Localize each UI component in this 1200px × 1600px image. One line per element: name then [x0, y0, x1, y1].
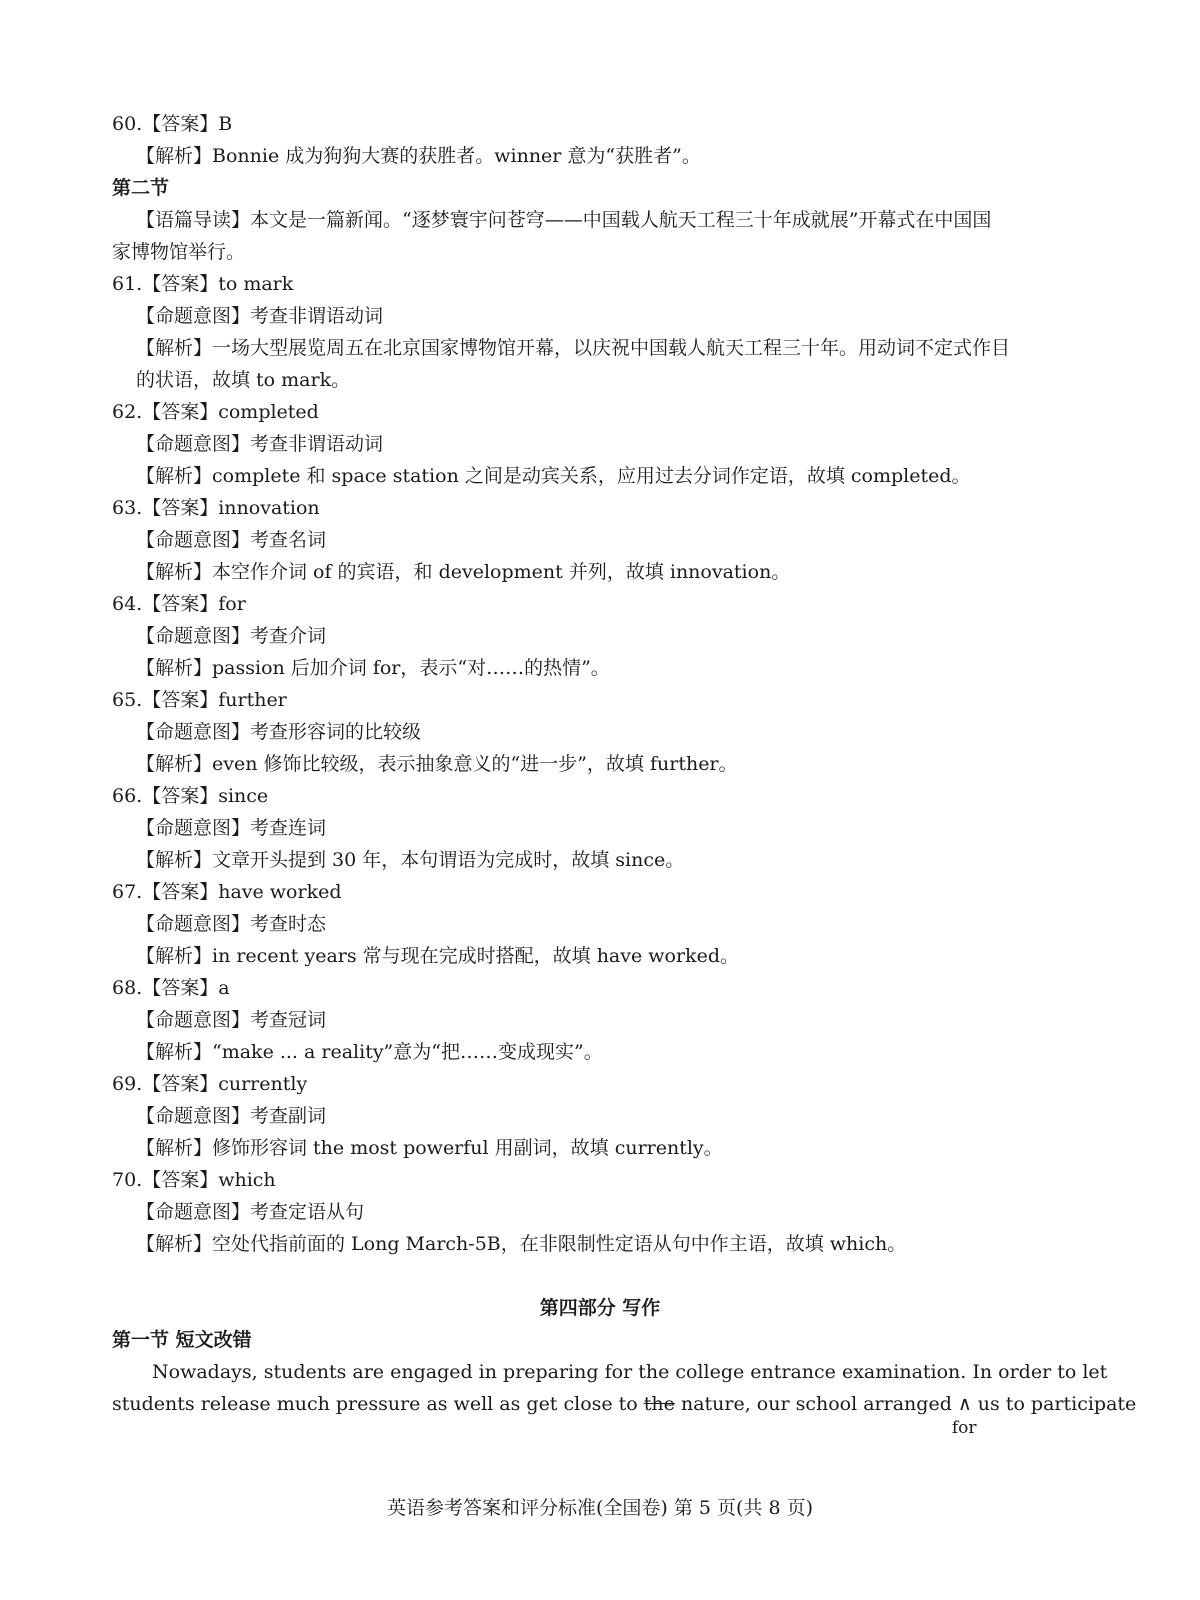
analysis-66: 【解析】文章开头提到 30 年，本句谓语为完成时，故填 since。	[136, 849, 685, 871]
analysis-65: 【解析】even 修饰比较级，表示抽象意义的“进一步”，故填 further。	[136, 753, 738, 775]
intent-65: 【命题意图】考查形容词的比较级	[136, 721, 422, 743]
answer-64: 64.【答案】for	[112, 593, 246, 615]
intent-67: 【命题意图】考查时态	[136, 913, 327, 935]
answer-68: 68.【答案】a	[112, 977, 230, 999]
passage-line-2	[112, 1392, 1137, 1438]
passage-guide: 【语篇导读】本文是一篇新闻。“逐梦寰宇问苍穹——中国载人航天工程三十年成就展”开幕式在中国国	[136, 209, 992, 231]
page-footer: 英语参考答案和评分标准(全国卷) 第 5 页(共 8 页)	[386, 1497, 814, 1519]
intent-64: 【命题意图】考查介词	[136, 625, 327, 647]
intent-68: 【命题意图】考查冠词	[136, 1009, 327, 1031]
intent-61: 【命题意图】考查非谓语动词	[136, 305, 384, 327]
caret-mark: ∧	[957, 1393, 972, 1415]
passage-text-b: nature, our school arranged	[674, 1393, 952, 1415]
passage-text-c: us to participate	[977, 1393, 1137, 1415]
intent-69: 【命题意图】考查副词	[136, 1105, 327, 1127]
intent-63: 【命题意图】考查名词	[136, 529, 327, 551]
analysis-61-cont: 的状语，故填 to mark。	[136, 369, 351, 391]
answer-62: 62.【答案】completed	[112, 401, 319, 423]
section-title: 第一节 短文改错	[112, 1329, 252, 1351]
part-title: 第四部分 写作	[539, 1297, 661, 1319]
analysis-70: 【解析】空处代指前面的 Long March-5B，在非限制性定语从句中作主语，故填 which。	[136, 1233, 907, 1255]
analysis-62: 【解析】complete 和 space station 之间是动宾关系，应用过去分词作定语，故填 completed。	[136, 465, 971, 487]
analysis-63: 【解析】本空作介词 of 的宾语，和 development 并列，故填 innovation。	[136, 561, 791, 583]
answer-67: 67.【答案】have worked	[112, 881, 342, 903]
analysis-67: 【解析】in recent years 常与现在完成时搭配，故填 have worked。	[136, 945, 739, 967]
passage-guide-cont: 家博物馆举行。	[112, 241, 246, 263]
deleted-word: the	[643, 1393, 675, 1415]
intent-70: 【命题意图】考查定语从句	[136, 1201, 365, 1223]
analysis-64: 【解析】passion 后加介词 for，表示“对……的热情”。	[136, 657, 610, 679]
answer-66: 66.【答案】since	[112, 785, 269, 807]
answer-60: 60.【答案】B	[112, 113, 233, 135]
answer-70: 70.【答案】which	[112, 1169, 276, 1191]
answer-63: 63.【答案】innovation	[112, 497, 320, 519]
inserted-word: for	[951, 1418, 977, 1438]
analysis-68: 【解析】“make ... a reality”意为“把……变成现实”。	[136, 1041, 603, 1063]
analysis-69: 【解析】修饰形容词 the most powerful 用副词，故填 currently。	[136, 1137, 723, 1159]
section-heading-2: 第二节	[112, 177, 170, 199]
analysis-61: 【解析】一场大型展览周五在北京国家博物馆开幕，以庆祝中国载人航天工程三十年。用动词不定式作目	[136, 337, 1011, 359]
insertion-mark	[951, 1392, 978, 1438]
answer-69: 69.【答案】currently	[112, 1073, 308, 1095]
analysis-60: 【解析】Bonnie 成为狗狗大赛的获胜者。winner 意为“获胜者”。	[136, 145, 701, 167]
answer-61: 61.【答案】to mark	[112, 273, 294, 295]
intent-66: 【命题意图】考查连词	[136, 817, 327, 839]
answer-65: 65.【答案】further	[112, 689, 287, 711]
intent-62: 【命题意图】考查非谓语动词	[136, 433, 384, 455]
passage-text-a: students release much pressure as well as get close to	[112, 1393, 644, 1415]
passage-line-1: Nowadays, students are engaged in preparing for the college entrance examination. In order to let	[152, 1361, 1108, 1383]
